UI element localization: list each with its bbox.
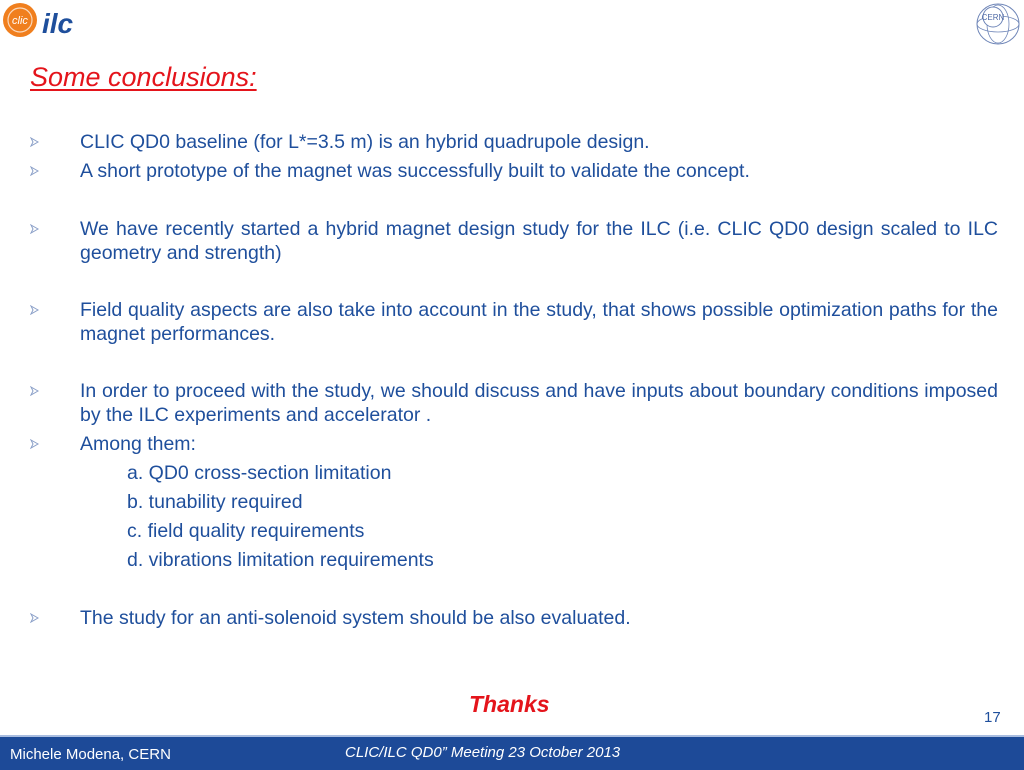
bullet-text: Among them: [80,433,196,455]
bullet-text: A short prototype of the magnet was successfully built to validate the concept. [80,160,750,182]
sub-item: b. tunability required [127,491,303,513]
page-number: 17 [984,709,1001,726]
cern-logo-text: CERN [981,13,1005,22]
ilc-logo-text: ilc [42,8,74,39]
slide-title: Some conclusions: [30,62,257,92]
bullet-text: We have recently started a hybrid magnet design study for the ILC (i.e. CLIC QD0 design scaled to ILC geometry and strength) [80,218,998,264]
ilc-logo [40,2,80,42]
clic-logo-text: clic [12,15,28,27]
arrow-bullet-icon [30,386,39,396]
sub-item: c. field quality requirements [127,520,365,542]
footer-meeting: CLIC/ILC QD0” Meeting 23 October 2013 [345,744,621,761]
bullet-text: In order to proceed with the study, we should discuss and have inputs about boundary conditions imposed by the ILC experiments and accelerator . [80,380,998,426]
arrow-bullet-icon [30,439,39,449]
sub-item: d. vibrations limitation requirements [127,549,434,571]
arrow-bullet-icon [30,224,39,234]
arrow-bullet-icon [30,305,39,315]
bullet-text: The study for an anti-solenoid system should be also evaluated. [80,607,631,629]
footer-author: Michele Modena, CERN [10,746,171,763]
arrow-bullet-icon [30,613,39,623]
bullet-text: CLIC QD0 baseline (for L*=3.5 m) is an hybrid quadrupole design. [80,131,650,153]
bullet-text: Field quality aspects are also take into account in the study, that shows possible optimization paths for the magnet performances. [80,299,998,345]
arrow-bullet-icon [30,137,39,147]
arrow-bullet-icon [30,166,39,176]
thanks-text: Thanks [469,691,550,717]
cern-logo [972,0,1022,48]
clic-logo [2,2,38,38]
footer-bar [0,735,1024,770]
sub-item: a. QD0 cross-section limitation [127,462,392,484]
